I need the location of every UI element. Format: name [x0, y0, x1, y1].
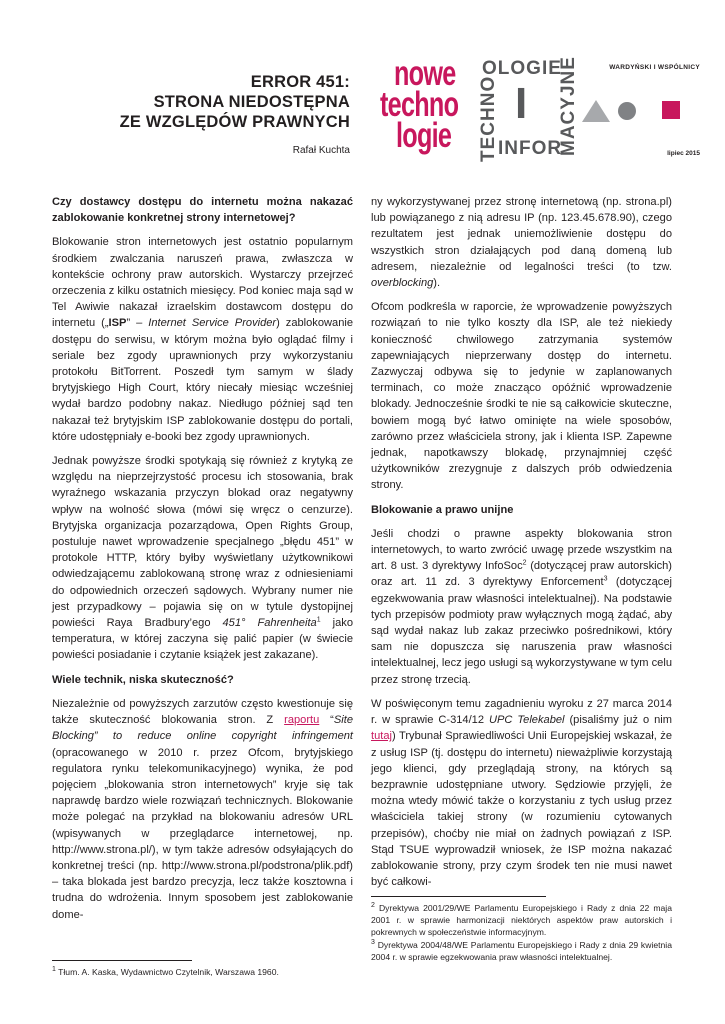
logo-infor: INFOR: [498, 138, 563, 159]
footnote-2: $^2$ Dyrektywa 2001/29/WE Parlamentu Europejskiego i Rady z dnia 22 maja 2001 r. w sprawie harmonizacji niektórych aspektów praw autorskich i pokrewnych w społeczeństwie informacyjnym.: [371, 902, 672, 937]
section-heading-techniques: Wiele technik, niska skuteczność?: [52, 673, 234, 686]
circle-shape-icon: [618, 102, 636, 120]
logo-ologie: OLOGIE: [482, 58, 562, 79]
footnote-3: $^3$ Dyrektywa 2004/48/WE Parlamentu Europejskiego i Rady z dnia 29 kwietnia 2004 r. w sprawie egzekwowania praw własności intelektualnej.: [371, 939, 672, 962]
logo-shapes: [582, 96, 684, 126]
right-column: [371, 194, 672, 898]
title-line-2: STRONA NIEDOSTĘPNA: [153, 93, 350, 111]
paragraph-2: Jednak powyższe środki spotykają się również z krytyką ze względu na nieprzejrzystość procesu ich stosowania, brak wyraźnego wskazania przyczyn blokad oraz negatywny wpływ na wolność słowa (mówi się wręcz o cenzurze). Brytyjska organizacja pozarządowa, Open Rights Group, postuluje nawet wprowadzenie specjalnego „błędu 451” w protokole HTTP, który byłby wyświetlany użytkownikowi odwiedzającemu zablokowaną stronę wraz z odniesieniami do odpowiednich orzeczeń sądowych. Wybrany numer nie jest przypadkowy – pojawia się on w tytule dystopijnej powieści Raya Bradbury’ego 451° Fahrenheita$^1$ jako temperatura, w której zaczyna się palić papier (w świecie powieści posiadanie i czytanie książek jest zakazane).: [52, 455, 353, 662]
title-line-3: ZE WZGLĘDÓW PRAWNYCH: [119, 113, 350, 131]
footnote-divider-right: [371, 896, 546, 897]
earlier-article-link[interactable]: tutaj: [371, 730, 392, 743]
logo-i-letter: I: [515, 79, 528, 128]
logo-nowe-line-3: logie: [396, 116, 452, 155]
title-line-1: ERROR 451:: [250, 73, 350, 91]
logo-macyjne-vertical: MACYJNE: [558, 56, 579, 156]
paragraph-1: Blokowanie stron internetowych jest ostatnio popularnym środkiem zwalczania naruszeń prawa, zwłaszcza w kontekście ochrony praw autorskich. Wystarczy przejrzeć orzeczenia z kilku ostatnich miesięcy. Pod koniec maja sąd w Tel Awiwie nakazał izraelskim dostawcom dostępu do internetu („ISP” – Internet Service Provider) zablokowanie dostępu do serwisu, w którym można było oglądać filmy i seriale bez zgody uprawnionych przy wykorzystaniu protokołu BitTorrent. Poszedł tym samym w ślady brytyjskiego High Court, który niecały miesiąc wcześniej wydał bardzo podobny nakaz. Niedługo później sąd ten nakazał też brytyjskim ISP zablokowanie dostępu do portali, które udostępniały e-booki bez zgody uprawnionych.: [52, 236, 354, 443]
paragraph-4: ny wykorzystywanej przez stronę internetową (np. strona.pl) lub powiązanego z nią adresu IP (np. 123.45.678.90), czego rezultatem jest jednak uniemożliwienie dostępu do wszystkich stron działających pod daną domeną lub adresem, niezależnie od legalności treści (to tzw. overblocking).: [371, 196, 672, 290]
logo-nowe-line-1: nowe: [394, 54, 456, 93]
issue-date: lipiec 2015: [667, 150, 700, 157]
newsletter-logo: [374, 56, 600, 164]
triangle-shape-icon: [582, 100, 610, 122]
paragraph-5: Ofcom podkreśla w raporcie, że wprowadzenie powyższych rozwiązań to nie tylko koszty dla ISP, ale też niekiedy konieczność chwilowego zatrzymania systemów zapewniających nieprzerwany dostęp do internetu. Zazwyczaj odbywa się to jedynie w zaplanowanych terminach, co może znacząco opóźnić wprowadzenie blokady. Jednocześnie środki te nie są całkowicie skuteczne, bowiem mogą być łatwo ominięte na wiele sposobów, zarówno przez właściciela strony, jak i klienta ISP. Zapewne jednak, napotkawszy blokadę, przynajmniej część użytkowników zrezygnuje z dalszych prób odwiedzenia strony.: [371, 301, 672, 492]
paragraph-7: W poświęconym temu zagadnieniu wyroku z 27 marca 2014 r. w sprawie C-314/12 UPC Telekabel (pisaliśmy już o nim tutaj) Trybunał Sprawiedliwości Unii Europejskiej wskazał, że z usług ISP (tj. dostępu do internetu) nieważpliwie korzystają jego klienci, gdy przeglądają strony, na których są bezprawnie udostępniane utwory. Sędziowie przyjęli, że można wtedy mówić także o korzystaniu z tych usług przez właściciela takiej strony (w rozumieniu cytowanych przepisów), choćby nie miał on żadnych powiązań z ISP. Stąd TSUE wyprowadził wniosek, że ISP można nakazać zablokowanie strony, przy czym środek ten nie musi nawet być całkowi-: [371, 697, 672, 889]
report-link[interactable]: raportu: [284, 714, 320, 727]
paragraph-3: Niezależnie od powyższych zarzutów często kwestionuje się także skuteczność blokowania stron. Z raportu “Site Blocking” to reduce online copyright infringement (opracowanego w 2010 r. przez Ofcom, brytyjskiego regulatora rynku telekomunikacyjnego) wynika, że pod pojęciem „blokowania stron internetowych” kryje się tak naprawdę bardzo wiele rozwiązań technicznych. Blokowanie może polegać na przykład na blokowaniu adresów URL (wpisywanych w przeglądarce internetowej, np. http://www.strona.pl/), w tym także adresów odsyłających do konkretnej treści (np. http://www.strona.pl/podstrona/plik.pdf) – taka blokada jest bardzo precyzja, lecz także kosztowna i trudna do wdrożenia. Innym sposobem jest zablokowanie dome-: [52, 697, 354, 921]
left-column: [52, 194, 353, 931]
footnote-divider-left: [52, 960, 192, 961]
firm-name: WARDYŃSKI I WSPÓLNICY: [609, 64, 700, 71]
lead-question: Czy dostawcy dostępu do internetu można nakazać zablokowanie konkretnej strony internetowej?: [52, 196, 353, 225]
footnotes-left: [52, 966, 353, 979]
logo-techno-vertical: TECHNO: [478, 75, 499, 162]
footnote-1: $^1$ Tłum. A. Kaska, Wydawnictwo Czytelnik, Warszawa 1960.: [52, 966, 279, 977]
paragraph-6: Jeśli chodzi o prawne aspekty blokowania stron internetowych, to warto zwrócić uwagę przede wszystkim na art. 8 ust. 3 dyrektywy InfoSoc$^2$ (dotyczącej praw autorskich) oraz art. 11 zd. 3 dyrektywy Enforcement$^3$ (dotyczącej egzekwowania praw własności intelektualnej). Na podstawie tych przepisów podmioty praw wyłącznych mogą żądać, aby sąd wydał nakaz lub zakaz przeciwko pośrednikowi, który sam nie dopuszcza się naruszenia praw własności intelektualnej, lecz jego usługi są wykorzystywane w tym celu przez stronę trzecią.: [371, 527, 672, 686]
author: Rafał Kuchta: [292, 145, 350, 156]
page-title: [40, 72, 350, 132]
square-shape-icon: [662, 101, 680, 119]
footnotes-right: [371, 902, 672, 964]
logo-nowe-line-2: techno: [380, 85, 459, 124]
section-heading-eu-law: Blokowanie a prawo unijne: [371, 503, 514, 516]
